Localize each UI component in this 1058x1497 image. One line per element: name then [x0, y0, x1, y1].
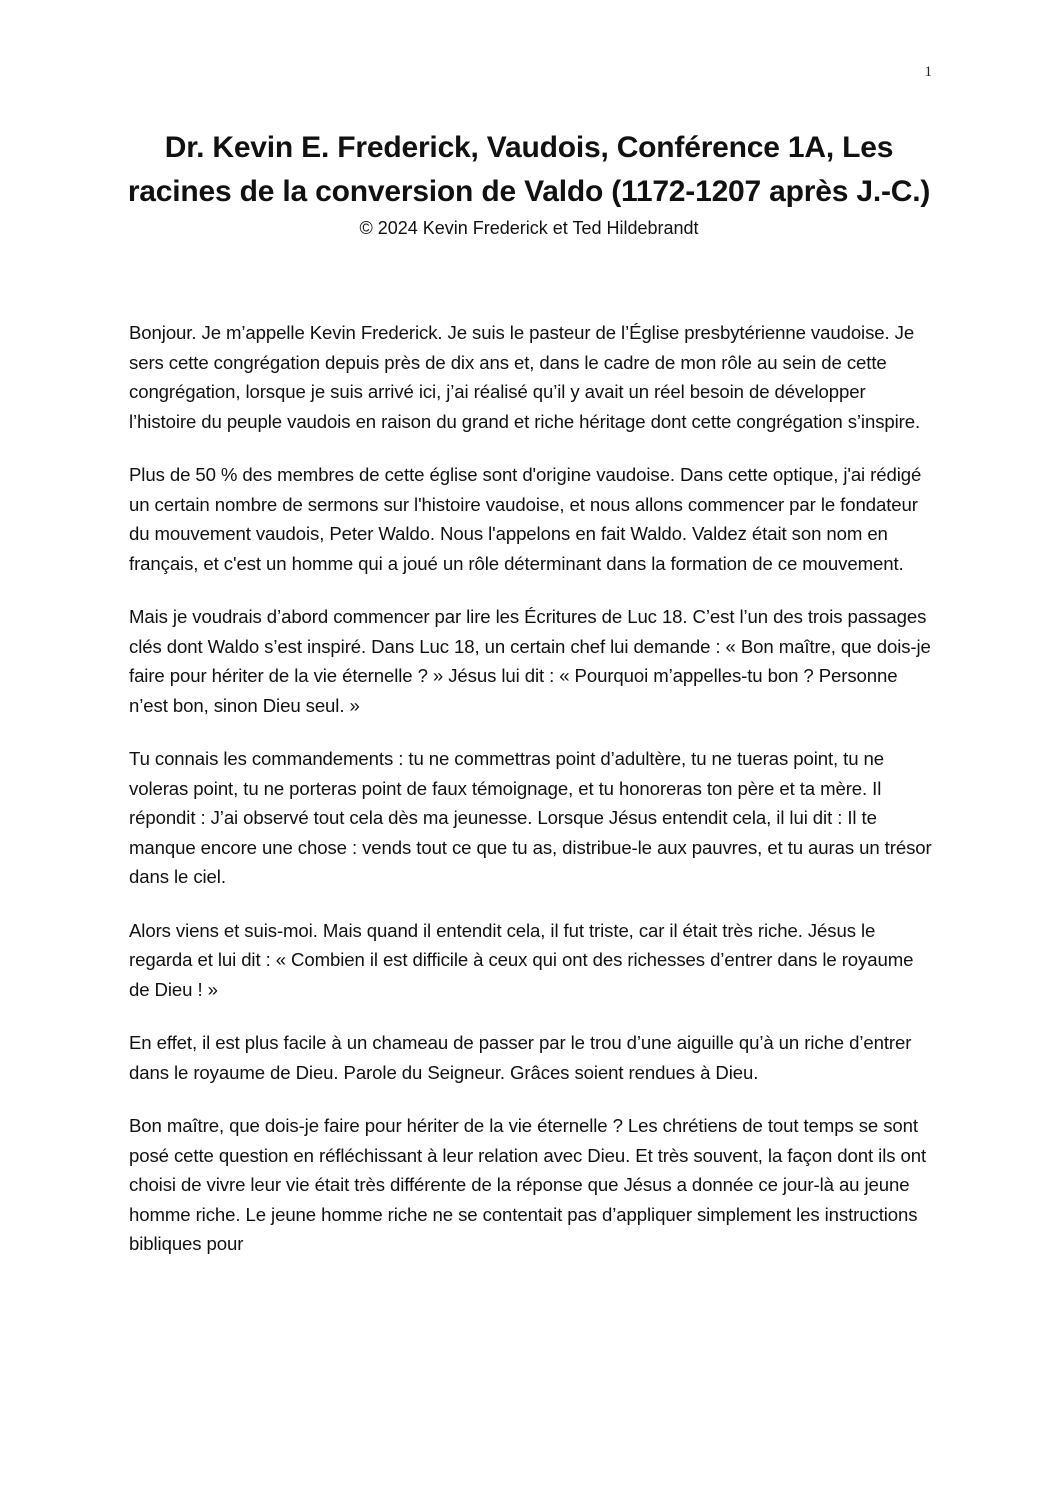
paragraph: Alors viens et suis-moi. Mais quand il entendit cela, il fut triste, car il était très riche. Jésus le regarda et lui dit : « Combien il est difficile à ceux qui ont des richesses d’entrer dans le royaume de Dieu ! » — [129, 919, 914, 1000]
paragraph: En effet, il est plus facile à un chameau de passer par le trou d’une aiguille qu’à un riche d’entrer dans le royaume de Dieu. Parole du Seigneur. Grâces soient rendues à Dieu. — [129, 1032, 912, 1083]
document-title: Dr. Kevin E. Frederick, Vaudois, Conférence 1A, Les racines de la conversion de Valdo (1172-1207 après J.-C.) — [127, 131, 931, 208]
copyright-line: © 2024 Kevin Frederick et Ted Hildebrandt — [359, 218, 699, 238]
paragraph: Plus de 50 % des membres de cette église sont d'origine vaudoise. Dans cette optique, j'ai rédigé un certain nombre de sermons sur l'histoire vaudoise, et nous allons commencer par le fondateur du mouvement vaudois, Peter Waldo. Nous l'appelons en fait Waldo. Valdez était son nom en français, et c'est un homme qui a joué un rôle déterminant dans la formation de ce mouvement. — [129, 464, 922, 574]
document-body — [129, 318, 935, 1283]
title-block — [120, 126, 938, 240]
paragraph: Bonjour. Je m’appelle Kevin Frederick. Je suis le pasteur de l’Église presbytérienne vaudoise. Je sers cette congrégation depuis près de dix ans et, dans le cadre de mon rôle au sein de cette congrégation, lorsque je suis arrivé ici, j’ai réalisé qu’il y avait un réel besoin de développer l’histoire du peuple vaudois en raison du grand et riche héritage dont cette congrégation s’inspire. — [129, 322, 921, 432]
paragraph: Bon maître, que dois-je faire pour hériter de la vie éternelle ? Les chrétiens de tout temps se sont posé cette question en réfléchissant à leur relation avec Dieu. Et très souvent, la façon dont ils ont choisi de vivre leur vie était très différente de la réponse que Jésus a donnée ce jour-là au jeune homme riche. Le jeune homme riche ne se contentait pas d’appliquer simplement les instructions bibliques pour — [129, 1115, 927, 1254]
paragraph: Tu connais les commandements : tu ne commettras point d’adultère, tu ne tueras point, tu ne voleras point, tu ne porteras point de faux témoignage, et tu honoreras ton père et ta mère. Il répondit : J’ai observé tout cela dès ma jeunesse. Lorsque Jésus entendit cela, il lui dit : Il te manque encore une chose : vends tout ce que tu as, distribue-le aux pauvres, et tu auras un trésor dans le ciel. — [129, 748, 932, 887]
paragraph: Mais je voudrais d’abord commencer par lire les Écritures de Luc 18. C’est l’un des trois passages clés dont Waldo s’est inspiré. Dans Luc 18, un certain chef lui demande : « Bon maître, que dois-je faire pour hériter de la vie éternelle ? » Jésus lui dit : « Pourquoi m’appelles-tu bon ? Personne n’est bon, sinon Dieu seul. » — [129, 606, 931, 716]
page-number: 1 — [924, 64, 932, 80]
